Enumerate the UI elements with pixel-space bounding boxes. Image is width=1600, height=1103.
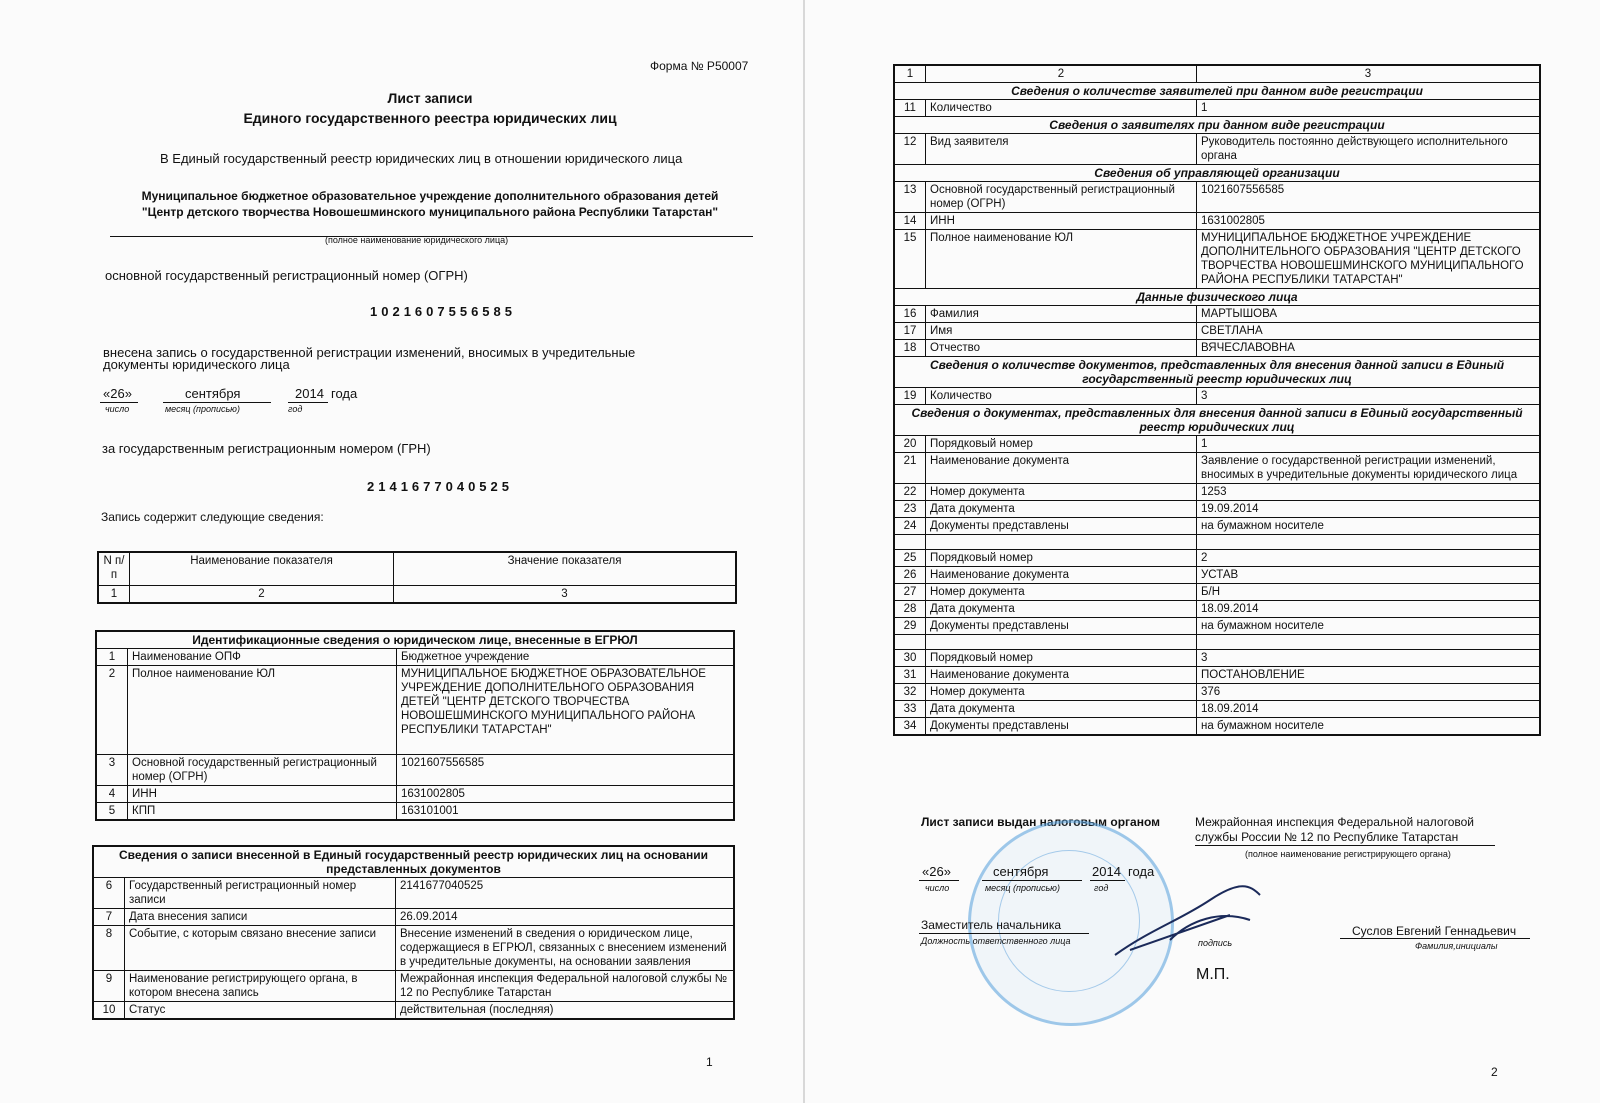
table-row: 27 Номер документа Б/Н [894, 584, 1540, 601]
org-name-line2: "Центр детского творчества Новошешминского муниципального района Республики Татарстан" [141, 205, 719, 219]
right-main-table [893, 64, 1541, 736]
issued-cap-year: год [1094, 883, 1109, 893]
issued-date-month: сентября [993, 864, 1049, 879]
intro-text: В Единый государственный реестр юридических лиц в отношении юридического лица [160, 151, 683, 166]
table-row: 26 Наименование документа УСТАВ [894, 567, 1540, 584]
section-management-title: Сведения об управляющей организации [894, 165, 1540, 182]
col-header-npp: N п/п [98, 552, 130, 586]
table-row: 12 Вид заявителя Руководитель постоянно действующего исполнительного органа [894, 134, 1540, 165]
section-applicants-title: Сведения о заявителях при данном виде регистрации [894, 117, 1540, 134]
table-row: 8 Событие, с которым связано внесение записи Внесение изменений в сведения о юридическом лице, содержащиеся в ЕГРЮЛ, связанных с внесением изменений в учредительные документы, на основании заявления [93, 926, 734, 971]
record-date-year: 2014 [295, 386, 324, 401]
date-year-underline [288, 402, 328, 403]
signer-underline [1340, 938, 1530, 939]
issued-org-underline [1195, 845, 1495, 846]
issued-date-day-underline [919, 880, 959, 881]
grn-value: 2141677040525 [367, 479, 513, 494]
grn-label: за государственным регистрационным номером (ГРН) [102, 441, 431, 456]
table-row: 15 Полное наименование ЮЛ МУНИЦИПАЛЬНОЕ БЮДЖЕТНОЕ УЧРЕЖДЕНИЕ ДОПОЛНИТЕЛЬНОГО ОБРАЗОВАНИЯ "ЦЕНТР ДЕТСКОГО ТВОРЧЕСТВА НОВОШЕШМИНСКОГО МУНИЦИПАЛЬНОГО РАЙОНА РЕСПУБЛИКИ ТАТАРСТАН" [894, 230, 1540, 289]
table-row: 23 Дата документа 19.09.2014 [894, 501, 1540, 518]
issued-date-day: «26» [922, 864, 951, 879]
table-row: 20 Порядковый номер 1 [894, 436, 1540, 453]
issued-date-suffix: года [1128, 864, 1155, 879]
table-row: 10 Статус действительная (последняя) [93, 1002, 734, 1020]
record-date-month: сентября [185, 386, 241, 401]
table-row: 32 Номер документа 376 [894, 684, 1540, 701]
table-row: 21 Наименование документа Заявление о государственной регистрации изменений, вносимых в учредительные документы юридического лица [894, 453, 1540, 484]
record-text-line1: внесена запись о государственной регистрации изменений, вносимых в учредительные [103, 345, 636, 360]
table-row: 9 Наименование регистрирующего органа, в котором внесена запись Межрайонная инспекция Федеральной налоговой службы № 12 по Республике Татарстан [93, 971, 734, 1002]
date-caption-year: год [288, 404, 303, 414]
table-row: 22 Номер документа 1253 [894, 484, 1540, 501]
form-number: Форма № Р50007 [650, 59, 749, 73]
table-row: 7 Дата внесения записи 26.09.2014 [93, 909, 734, 926]
table-row: 18 Отчество ВЯЧЕСЛАВОВНА [894, 340, 1540, 357]
section-docs-title: Сведения о документах, представленных для внесения данной записи в Единый государственный реестр юридических лиц [894, 405, 1540, 436]
col-number-2: 2 [130, 586, 394, 604]
column-header-table [97, 551, 737, 604]
table-row: 34 Документы представлены на бумажном носителе [894, 718, 1540, 736]
right-col-1: 1 [894, 65, 926, 83]
org-name-caption: (полное наименование юридического лица) [325, 235, 509, 245]
position-underline [919, 933, 1089, 934]
table-row: 2 Полное наименование ЮЛ МУНИЦИПАЛЬНОЕ БЮДЖЕТНОЕ ОБРАЗОВАТЕЛЬНОЕ УЧРЕЖДЕНИЕ ДОПОЛНИТЕЛЬНОГО ОБРАЗОВАНИЯ ДЕТЕЙ "ЦЕНТР ДЕТСКОГО ТВОРЧЕСТВА НОВОШЕШМИНСКОГО МУНИЦИПАЛЬНОГО РАЙОНА РЕСПУБЛИКИ ТАТАРСТАН" [96, 666, 734, 755]
date-month-underline [163, 402, 271, 403]
ogrn-value: 1021607556585 [370, 304, 516, 319]
table-row: 24 Документы представлены на бумажном носителе [894, 518, 1540, 535]
table-row: 11 Количество 1 [894, 100, 1540, 117]
position-title: Заместитель начальника [921, 918, 1062, 932]
col-header-name: Наименование показателя [130, 552, 394, 586]
section-person-title: Данные физического лица [894, 289, 1540, 306]
issued-date-year: 2014 [1092, 864, 1121, 879]
date-day-underline [100, 402, 138, 403]
issued-org-line2: службы России № 12 по Республике Татарстан [1195, 830, 1459, 844]
signer-name: Суслов Евгений Геннадьевич [1352, 924, 1517, 938]
table-spacer-row [894, 635, 1540, 650]
table-row: 33 Дата документа 18.09.2014 [894, 701, 1540, 718]
record-date-day: «26» [103, 386, 132, 401]
section-applicant-count-title: Сведения о количестве заявителей при данном виде регистрации [894, 83, 1540, 100]
date-caption-month: месяц (прописью) [165, 404, 240, 414]
table-row: 3 Основной государственный регистрационный номер (ОГРН) 1021607556585 [96, 755, 734, 786]
table-row: 1 Наименование ОПФ Бюджетное учреждение [96, 649, 734, 666]
issued-org-line1: Межрайонная инспекция Федеральной налоговой [1195, 815, 1475, 829]
page-number-2: 2 [1491, 1065, 1498, 1079]
issued-caption: (полное наименование регистрирующего органа) [1245, 849, 1451, 859]
section-identification-table [95, 630, 735, 821]
section-identification-title: Идентификационные сведения о юридическом лице, внесенные в ЕГРЮЛ [96, 631, 734, 649]
issued-cap-day: число [925, 883, 950, 893]
signature-icon [1110, 880, 1270, 960]
table-row: 31 Наименование документа ПОСТАНОВЛЕНИЕ [894, 667, 1540, 684]
section-record-table [92, 845, 735, 1020]
issued-label: Лист записи выдан налоговым органом [921, 815, 1161, 829]
seal-mark: М.П. [1196, 966, 1230, 983]
table-row: 14 ИНН 1631002805 [894, 213, 1540, 230]
date-caption-day: число [105, 404, 130, 414]
table-row: 4 ИНН 1631002805 [96, 786, 734, 803]
table-row: 16 Фамилия МАРТЫШОВА [894, 306, 1540, 323]
ogrn-label: основной государственный регистрационный номер (ОГРН) [105, 268, 468, 283]
record-text-line2: документы юридического лица [103, 357, 290, 372]
contains-text: Запись содержит следующие сведения: [101, 510, 324, 524]
org-name [110, 188, 750, 220]
issued-date-month-underline [982, 880, 1082, 881]
org-name-line1: Муниципальное бюджетное образовательное учреждение дополнительного образования детей [141, 189, 719, 203]
table-spacer-row [894, 535, 1540, 550]
table-row: 25 Порядковый номер 2 [894, 550, 1540, 567]
col-number-3: 3 [394, 586, 737, 604]
col-header-value: Значение показателя [394, 552, 737, 586]
page-number-1: 1 [706, 1055, 713, 1069]
table-row: 17 Имя СВЕТЛАНА [894, 323, 1540, 340]
right-col-2: 2 [926, 65, 1197, 83]
table-row: 13 Основной государственный регистрационный номер (ОГРН) 1021607556585 [894, 182, 1540, 213]
table-row: 5 КПП 163101001 [96, 803, 734, 821]
table-row: 29 Документы представлены на бумажном носителе [894, 618, 1540, 635]
col-number-1: 1 [98, 586, 130, 604]
section-record-title: Сведения о записи внесенной в Единый государственный реестр юридических лиц на основании представленных документов [93, 846, 734, 878]
issued-cap-month: месяц (прописью) [985, 883, 1060, 893]
record-date-suffix: года [331, 386, 358, 401]
title-line2: Единого государственного реестра юридических лиц [243, 110, 617, 126]
table-row: 19 Количество 3 [894, 388, 1540, 405]
signer-caption: Фамилия,инициалы [1415, 941, 1498, 951]
right-col-3: 3 [1197, 65, 1541, 83]
table-row: 30 Порядковый номер 3 [894, 650, 1540, 667]
table-row: 28 Дата документа 18.09.2014 [894, 601, 1540, 618]
table-row: 6 Государственный регистрационный номер записи 2141677040525 [93, 878, 734, 909]
title-line1: Лист записи [387, 90, 473, 106]
section-doc-count-title: Сведения о количестве документов, представленных для внесения данной записи в Единый государственный реестр юридических лиц [894, 357, 1540, 388]
position-caption: Должность ответственного лица [921, 936, 1071, 946]
signature-caption: подпись [1198, 938, 1233, 948]
